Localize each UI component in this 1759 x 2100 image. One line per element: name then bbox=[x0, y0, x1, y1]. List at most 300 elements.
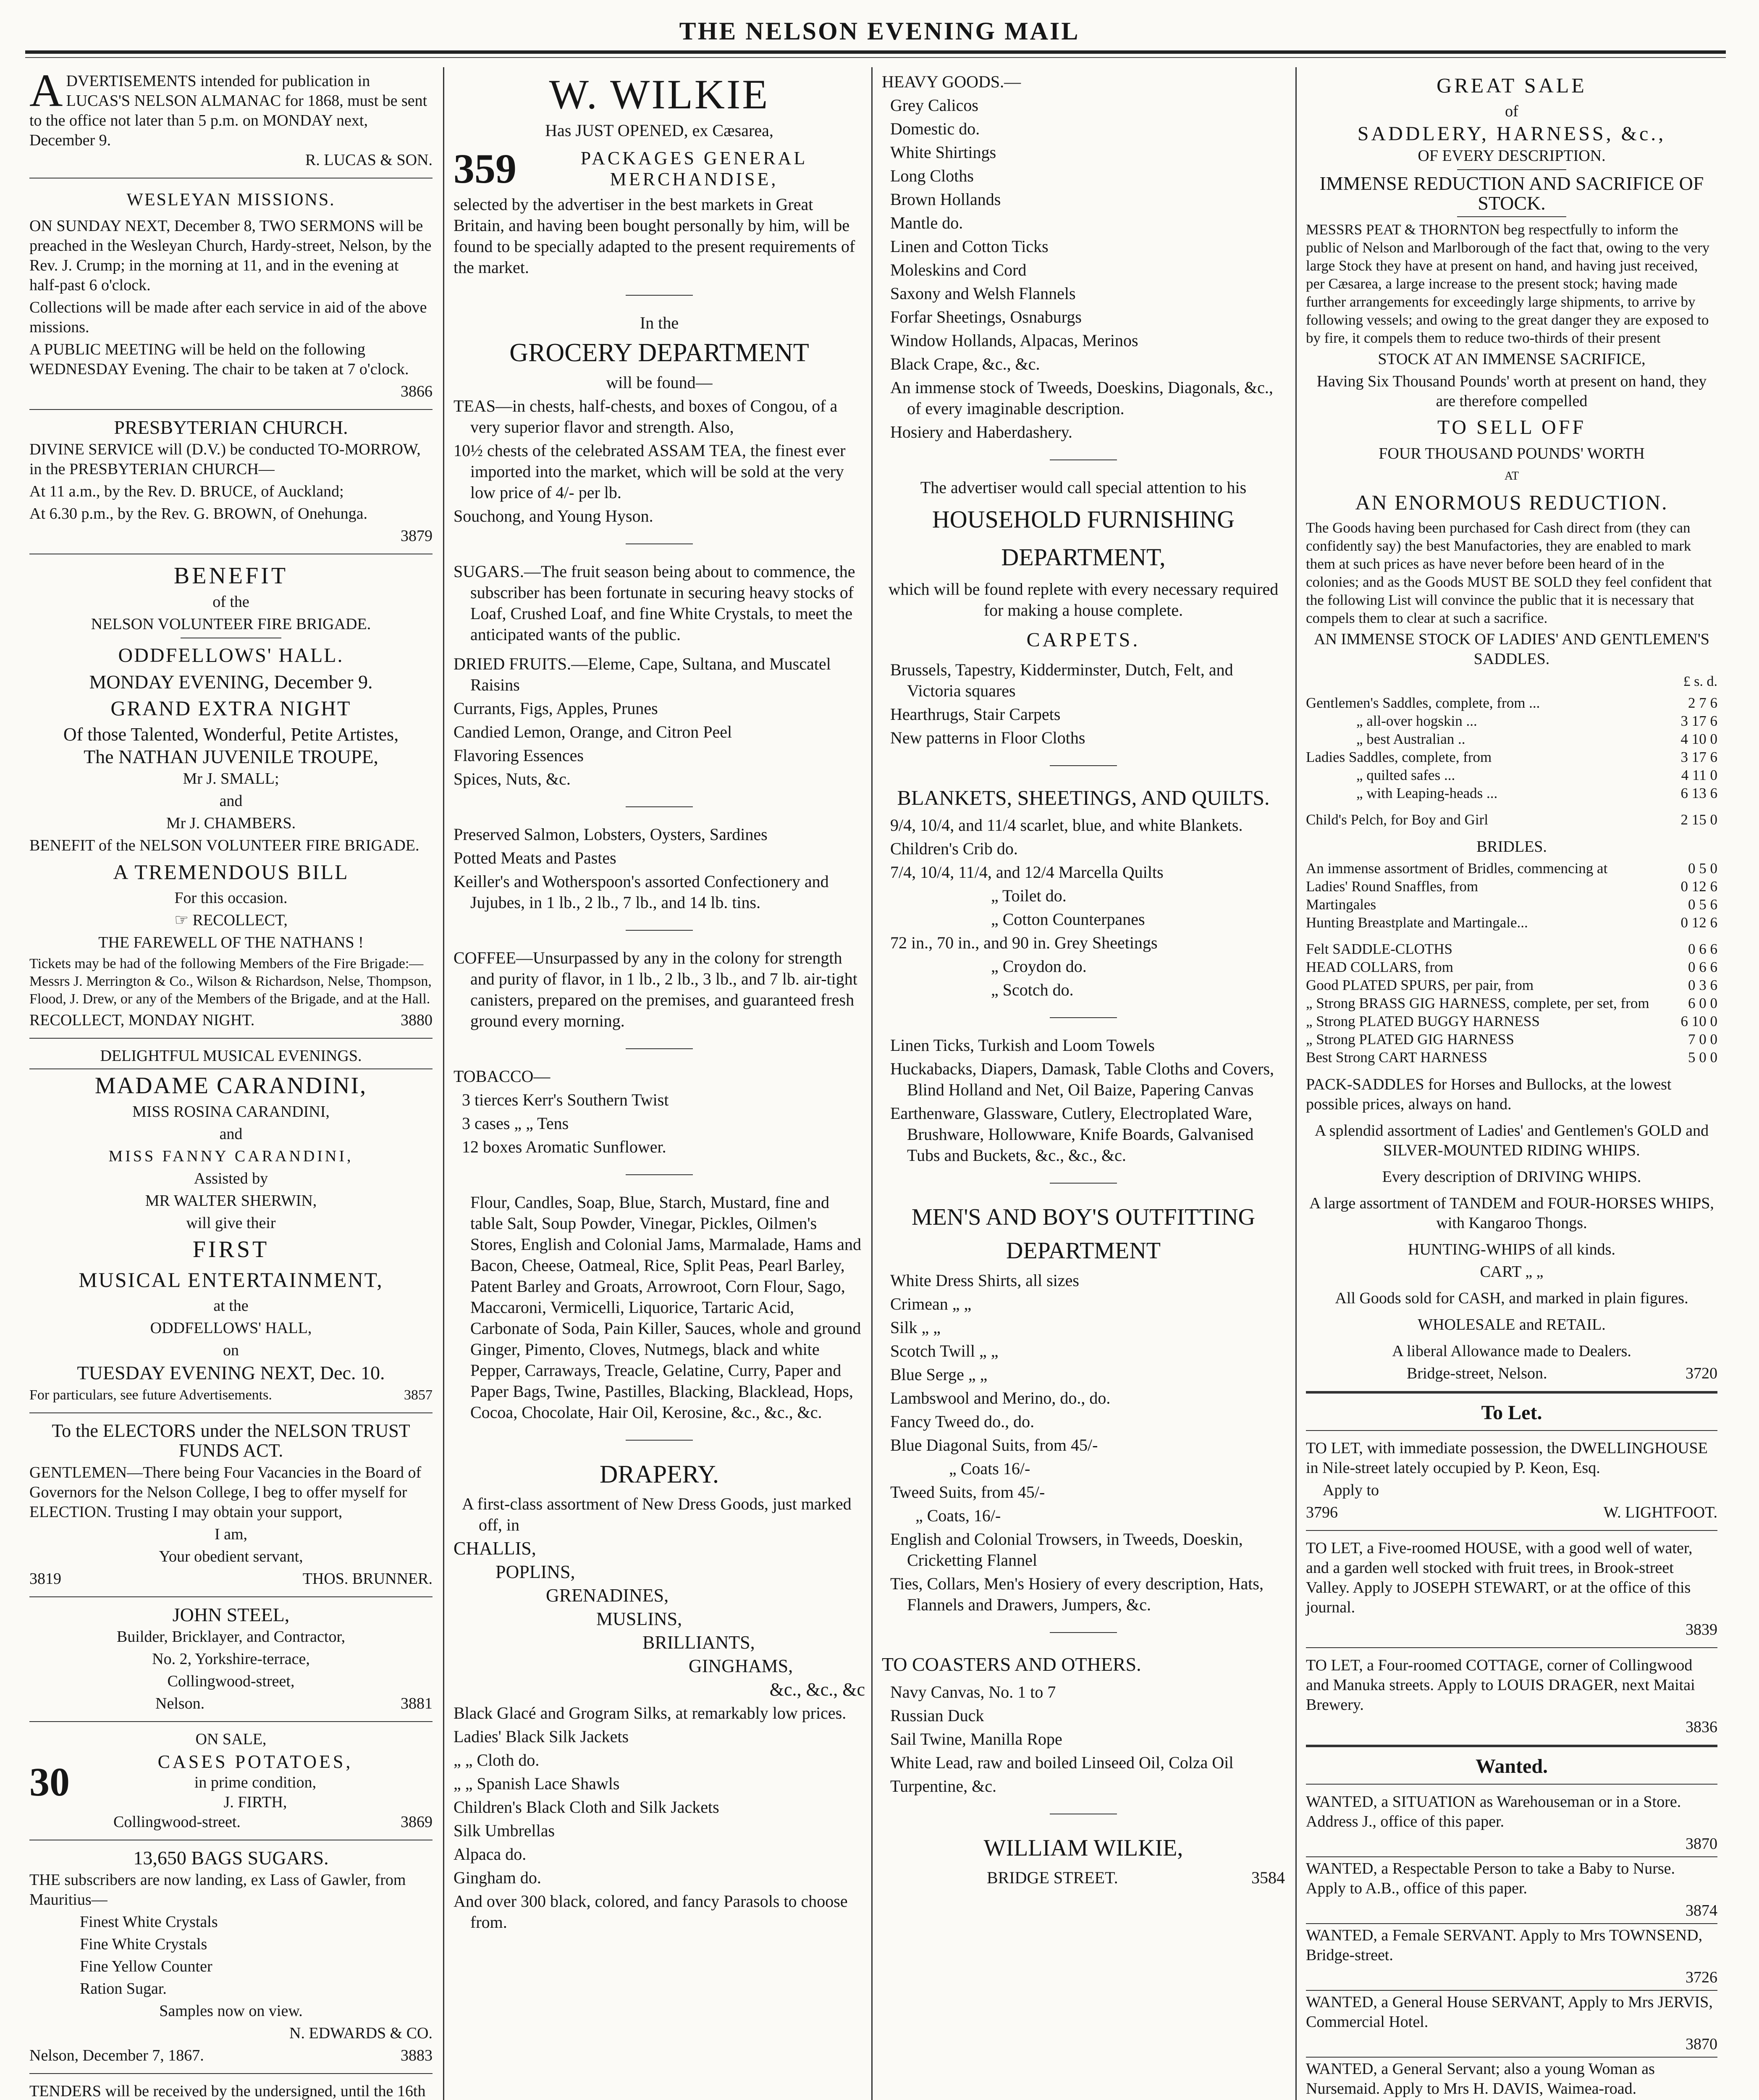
ad-signature: W. LIGHTFOOT. bbox=[1603, 1504, 1717, 1521]
ad-title: 13,650 BAGS SUGARS. bbox=[133, 1847, 329, 1869]
price-row bbox=[1306, 859, 1717, 877]
price-list bbox=[1306, 694, 1717, 829]
price-row bbox=[1306, 914, 1717, 932]
divider bbox=[1306, 1530, 1717, 1531]
ad-item: Ties, Collars, Men's Hosiery of every description, Hats, Flannels and Drawers, Jumpers, &c. bbox=[890, 1574, 1264, 1614]
ad-item: Sail Twine, Manilla Rope bbox=[890, 1730, 1062, 1748]
ad-item: „ Coats, 16/- bbox=[915, 1506, 1001, 1525]
ad-item: „ „ Cloth do. bbox=[454, 1751, 540, 1769]
divider bbox=[626, 1440, 693, 1441]
ad-text: on bbox=[223, 1341, 239, 1359]
ad-body: GENTLEMEN—There being Four Vacancies in the Board of Governors for the Nelson College, I beg to offer myself for ELECTION. Trusting I may obtain your support, bbox=[29, 1464, 422, 1521]
ad-text: of bbox=[1505, 102, 1518, 120]
ad-text: Every description of DRIVING WHIPS. bbox=[1382, 1168, 1641, 1186]
ad-body: ON SUNDAY NEXT, December 8, TWO SERMONS will be preached in the Wesleyan Church, Hardy-street, Nelson, by the Rev. J. Crump; in the morning at 11, and in the evening at half-past 6 o'clock. bbox=[29, 217, 432, 294]
ad-item: Fine White Crystals bbox=[80, 1935, 207, 1953]
ad-item: Flour, Candles, Soap, Blue, Starch, Mustard, fine and table Salt, Soup Powder, Vinegar, Pickles, Oilmen's Stores, English and Colonial Jams, Marmalade, Hams and Bacon, Cheese, Oatmeal, Rice, Split Peas, Pearl Barley, Patent Barley and Groats, Arrowroot, Corn Flour, Sago, Maccaroni, Vermicelli, Liquorice, Tartaric Acid, Carbonate of Soda, Pain Killer, Sauces, whole and ground Ginger, Pimento, Cloves, Nutmegs, black and white Pepper, Carraways, Treacle, Gelatine, Curry, Paper and Paper Bags, Twine, Pastilles, Blacking, Blacklead, Hops, Cocoa, Chocolate, Hair Oil, Kerosine, &c., &c., &c. bbox=[470, 1193, 861, 1422]
ad-body: DVERTISEMENTS intended for publication in LUCAS'S NELSON ALMANAC for 1868, must be sent to the office not later than 5 p.m. on MONDAY next, December 9. bbox=[29, 72, 427, 149]
ad-number: 3836 bbox=[1686, 1718, 1717, 1736]
ad-text: STOCK AT AN IMMENSE SACRIFICE, bbox=[1378, 350, 1646, 368]
price-value: 6 10 0 bbox=[1680, 1013, 1717, 1029]
potatoes-ad bbox=[29, 1730, 433, 1832]
ad-item: Blue Serge „ „ bbox=[890, 1365, 988, 1384]
ad-item: Navy Canvas, No. 1 to 7 bbox=[890, 1683, 1056, 1701]
price-value: 0 6 6 bbox=[1688, 941, 1717, 957]
ad-text: MUSICAL ENTERTAINMENT, bbox=[79, 1268, 383, 1292]
price-value: 2 15 0 bbox=[1680, 811, 1717, 828]
fabric-item: GRENADINES, bbox=[546, 1585, 669, 1606]
ad-text: I am, bbox=[214, 1525, 248, 1543]
divider bbox=[1306, 2057, 1717, 2058]
ad-title: W. WILKIE bbox=[549, 71, 770, 118]
ad-number: 3870 bbox=[1686, 2035, 1717, 2053]
price-item: Good PLATED SPURS, per pair, from bbox=[1306, 977, 1534, 993]
divider bbox=[29, 2073, 433, 2074]
ad-signature: THOS. BRUNNER. bbox=[302, 1570, 433, 1588]
divider bbox=[29, 1596, 433, 1597]
section-heading: TO COASTERS AND OTHERS. bbox=[882, 1654, 1141, 1675]
ad-item: DRIED FRUITS.—Eleme, Cape, Sultana, and Muscatel Raisins bbox=[454, 654, 831, 694]
divider bbox=[29, 409, 433, 410]
ad-text: BRIDLES. bbox=[1476, 838, 1547, 856]
ad-text: TO SELL OFF bbox=[1437, 416, 1586, 438]
price-value: 6 0 0 bbox=[1688, 995, 1717, 1011]
ad-footer bbox=[29, 1385, 433, 1405]
ad-item: Mantle do. bbox=[890, 213, 963, 232]
ad-item: COFFEE—Unsurpassed by any in the colony for strength and purity of flavor, in 1 lb., 2 lb., 3 lb., and 7 lb. air-tight canisters, prepared on the premises, and guaranteed fresh ground every morning. bbox=[454, 948, 857, 1030]
divider bbox=[1306, 1784, 1717, 1785]
ad-item: 9/4, 10/4, and 11/4 scarlet, blue, and white Blankets. bbox=[890, 816, 1243, 835]
section-heading: HEAVY GOODS.— bbox=[882, 72, 1021, 91]
ad-text: AN IMMENSE STOCK OF LADIES' AND GENTLEMEN'S SADDLES. bbox=[1314, 630, 1709, 668]
ad-text: RECOLLECT, MONDAY NIGHT. bbox=[29, 1011, 255, 1029]
ad-text: WHOLESALE and RETAIL. bbox=[1418, 1316, 1606, 1334]
ad-footer bbox=[29, 1812, 433, 1832]
price-value: 3 17 6 bbox=[1680, 713, 1717, 729]
ad-text: MISS ROSINA CARANDINI, bbox=[132, 1103, 330, 1121]
ad-text: A splendid assortment of Ladies' and Gentlemen's GOLD and SILVER-MOUNTED RIDING WHIPS. bbox=[1314, 1122, 1709, 1159]
ad-text: Mr J. CHAMBERS. bbox=[166, 814, 296, 832]
ad-body: WANTED, a General House SERVANT, Apply to Mrs JERVIS, Commercial Hotel. bbox=[1306, 1993, 1713, 2031]
ad-item: Earthenware, Glassware, Cutlery, Electroplated Ware, Brushware, Hollowware, Knife Boards, Galvanised Tubs and Buckets, &c., &c., &c. bbox=[890, 1104, 1254, 1165]
wanted-ad bbox=[1306, 1792, 1717, 1854]
ad-text: Has JUST OPENED, ex Cæsarea, bbox=[545, 121, 773, 140]
ad-number: 3866 bbox=[401, 383, 433, 400]
ad-body: WANTED, a General Servant; also a young Woman as Nursemaid. Apply to Mrs H. DAVIS, Waimea-road. bbox=[1306, 2060, 1655, 2097]
ad-item: English and Colonial Trowsers, in Tweeds, Doeskin, Cricketting Flannel bbox=[890, 1530, 1243, 1570]
price-value: 0 6 6 bbox=[1688, 959, 1717, 975]
price-row bbox=[1306, 784, 1717, 802]
ad-number: 3857 bbox=[404, 1387, 433, 1403]
fabric-item: MUSLINS, bbox=[596, 1609, 682, 1629]
tenders-ad bbox=[29, 2082, 433, 2100]
ad-number: 3819 bbox=[29, 1570, 61, 1588]
ad-text: A TREMENDOUS BILL bbox=[113, 860, 349, 884]
price-list bbox=[1306, 859, 1717, 1066]
ad-text: which will be found replete with every necessary required for making a house complete. bbox=[888, 580, 1279, 620]
ad-item: Huckabacks, Diapers, Damask, Table Cloths and Covers, Blind Holland and Net, Oil Baize, Papering Canvas bbox=[890, 1059, 1274, 1099]
ad-text: will be found— bbox=[606, 373, 713, 392]
ad-text: AN ENORMOUS REDUCTION. bbox=[1355, 491, 1668, 514]
ad-item: 72 in., 70 in., and 90 in. Grey Sheetings bbox=[890, 933, 1158, 952]
ad-text bbox=[78, 1752, 433, 1812]
price-row bbox=[1306, 877, 1717, 895]
ad-text: Collections will be made after each service in aid of the above missions. bbox=[29, 299, 427, 336]
ad-text: FOUR THOUSAND POUNDS' WORTH bbox=[1379, 445, 1645, 462]
ad-text: SADDLERY, HARNESS, &c., bbox=[1357, 123, 1666, 145]
divider bbox=[1457, 216, 1566, 217]
ad-text: £ s. d. bbox=[1683, 674, 1717, 689]
ad-text: HUNTING-WHIPS of all kinds. bbox=[1408, 1241, 1615, 1258]
price-row bbox=[1306, 1048, 1717, 1066]
ad-text: THE FAREWELL OF THE NATHANS ! bbox=[98, 934, 364, 951]
ad-text: A liberal Allowance made to Dealers. bbox=[1392, 1342, 1631, 1360]
price-item: Best Strong CART HARNESS bbox=[1306, 1049, 1487, 1066]
ad-item: Flavoring Essences bbox=[454, 746, 584, 765]
ad-item: New patterns in Floor Cloths bbox=[890, 728, 1085, 747]
to-let-ad bbox=[1306, 1538, 1717, 1640]
price-item: Hunting Breastplate and Martingale... bbox=[1306, 914, 1528, 931]
ad-footer bbox=[29, 2046, 433, 2066]
ad-item: Tweed Suits, from 45/- bbox=[890, 1483, 1045, 1502]
ad-item: Currants, Figs, Apples, Prunes bbox=[454, 699, 658, 718]
ad-text: Having Six Thousand Pounds' worth at present on hand, they are therefore compelled bbox=[1316, 373, 1707, 410]
ad-text: At 6.30 p.m., by the Rev. G. BROWN, of Onehunga. bbox=[29, 505, 367, 522]
saddlery-ad bbox=[1306, 71, 1717, 1383]
ad-body: WANTED, a SITUATION as Warehouseman or in a Store. Address J., office of this paper. bbox=[1306, 1793, 1681, 1830]
divider bbox=[1306, 1391, 1717, 1394]
fabric-item: CHALLIS, bbox=[454, 1538, 536, 1559]
ad-number: 3839 bbox=[1686, 1621, 1717, 1638]
ad-item: Lambswool and Merino, do., do. bbox=[890, 1389, 1111, 1407]
price-item: „ quilted safes ... bbox=[1356, 767, 1455, 783]
ad-title: DELIGHTFUL MUSICAL EVENINGS. bbox=[100, 1047, 362, 1065]
ad-body: TENDERS will be received by the undersigned, until the 16th bbox=[29, 2082, 426, 2100]
divider bbox=[626, 1048, 693, 1049]
divider bbox=[1306, 1856, 1717, 1857]
ad-title: To the ELECTORS under the NELSON TRUST FUNDS ACT. bbox=[52, 1420, 410, 1461]
ad-item: And over 300 black, colored, and fancy Parasols to choose from. bbox=[454, 1892, 848, 1932]
to-let-ad bbox=[1306, 1438, 1717, 1522]
price-item: „ with Leaping-heads ... bbox=[1356, 785, 1498, 801]
musical-ad bbox=[29, 1046, 433, 1405]
ad-text: BENEFIT of the NELSON VOLUNTEER FIRE BRIGADE. bbox=[29, 837, 419, 854]
ad-item: Linen and Cotton Ticks bbox=[890, 237, 1049, 256]
ad-number: 3880 bbox=[401, 1011, 433, 1029]
price-row bbox=[1306, 694, 1717, 712]
ad-number: 3726 bbox=[1686, 1969, 1717, 1986]
ad-text: Collingwood-street, bbox=[167, 1672, 295, 1690]
fabric-item: POPLINS, bbox=[495, 1562, 575, 1582]
ad-text: NELSON VOLUNTEER FIRE BRIGADE. bbox=[91, 615, 371, 633]
divider bbox=[1306, 1923, 1717, 1924]
ad-item: 7/4, 10/4, 11/4, and 12/4 Marcella Quilts bbox=[890, 863, 1164, 882]
ad-item: 3 cases „ „ Tens bbox=[462, 1114, 569, 1133]
wilkie-ad-continued bbox=[882, 71, 1285, 1888]
price-row bbox=[1306, 712, 1717, 730]
divider bbox=[626, 295, 693, 296]
price-value: 0 3 6 bbox=[1688, 977, 1717, 993]
ad-text: MONDAY EVENING, December 9. bbox=[89, 671, 373, 693]
price-value: 2 7 6 bbox=[1688, 695, 1717, 711]
wanted-ad bbox=[1306, 2059, 1717, 2100]
ad-item: Silk Umbrellas bbox=[454, 1821, 555, 1840]
ad-text: and bbox=[219, 792, 243, 810]
ad-row bbox=[29, 1752, 433, 1812]
price-item: Gentlemen's Saddles, complete, from ... bbox=[1306, 695, 1540, 711]
divider bbox=[1050, 1183, 1117, 1184]
ad-body: MESSRS PEAT & THORNTON beg respectfully to inform the public of Nelson and Marlborough of the fact that, owing to the very large Stock they have at present on hand, and having just received, per Cæsarea, a large increase to the present stock; having made further arrangements for exceedingly large shipments, to arrive by following vessels; and owing to the great danger they are exposed to by fire, it compels them to reduce two-thirds of their present bbox=[1306, 221, 1710, 346]
ad-number: 3881 bbox=[401, 1695, 433, 1712]
price-item: An immense assortment of Bridles, commencing at bbox=[1306, 860, 1608, 877]
ad-footer bbox=[1306, 1364, 1717, 1383]
ad-item: TEAS—in chests, half-chests, and boxes of Congou, of a very superior flavor and strength. Also, bbox=[454, 396, 838, 436]
divider bbox=[29, 1068, 433, 1069]
ad-number: 3720 bbox=[1686, 1365, 1717, 1382]
ad-item: „ Toilet do. bbox=[991, 886, 1067, 905]
ad-item: Blue Diagonal Suits, from 45/- bbox=[890, 1436, 1098, 1454]
fabric-item: GINGHAMS, bbox=[689, 1656, 793, 1676]
ad-item: Long Cloths bbox=[890, 166, 974, 185]
ad-text: FIRST bbox=[192, 1236, 270, 1263]
ad-number: 3796 bbox=[1306, 1504, 1338, 1521]
ad-text: PACK-SADDLES for Horses and Bullocks, at the lowest possible prices, always on hand. bbox=[1306, 1076, 1672, 1113]
ad-number: 3869 bbox=[401, 1813, 433, 1831]
ad-text-cases: CASES POTATOES, bbox=[157, 1751, 353, 1772]
ad-item: Turpentine, &c. bbox=[890, 1777, 996, 1796]
price-item: Child's Pelch, for Boy and Girl bbox=[1306, 811, 1489, 828]
benefit-ad bbox=[29, 562, 433, 1030]
divider bbox=[29, 1412, 433, 1413]
ad-item: Gingham do. bbox=[454, 1868, 541, 1887]
ad-text: A large assortment of TANDEM and FOUR-HORSES WHIPS, with Kangaroo Thongs. bbox=[1309, 1194, 1714, 1232]
price-row bbox=[1306, 1012, 1717, 1030]
ad-item: Black Glacé and Grogram Silks, at remarkably low prices. bbox=[454, 1704, 847, 1722]
ad-footer bbox=[29, 1694, 433, 1714]
ad-item: Hearthrugs, Stair Carpets bbox=[890, 705, 1061, 724]
ad-text: A PUBLIC MEETING will be held on the following WEDNESDAY Evening. The chair to be taken at 7 o'clock. bbox=[29, 341, 409, 378]
price-row bbox=[1306, 994, 1717, 1012]
ad-signature: R. LUCAS & SON. bbox=[305, 151, 433, 169]
ad-item: Moleskins and Cord bbox=[890, 260, 1027, 279]
ad-body: WANTED, a Respectable Person to take a Baby to Nurse. Apply to A.B., office of this paper. bbox=[1306, 1860, 1675, 1897]
ad-item: Saxony and Welsh Flannels bbox=[890, 284, 1076, 303]
masthead: THE NELSON EVENING MAIL bbox=[679, 17, 1080, 45]
ad-item: Russian Duck bbox=[890, 1706, 984, 1725]
section-heading-to-let: To Let. bbox=[1481, 1402, 1542, 1424]
wesleyan-ad bbox=[29, 186, 433, 402]
ad-footer bbox=[882, 1867, 1285, 1888]
ad-item: Spices, Nuts, &c. bbox=[454, 769, 571, 788]
ad-quantity: 359 bbox=[454, 145, 516, 192]
ad-item: TOBACCO— bbox=[454, 1067, 551, 1086]
price-item: Martingales bbox=[1306, 896, 1376, 913]
divider bbox=[29, 1721, 433, 1722]
ad-text: At 11 a.m., by the Rev. D. BRUCE, of Auckland; bbox=[29, 483, 344, 500]
ad-text: TUESDAY EVENING NEXT, Dec. 10. bbox=[77, 1362, 385, 1383]
price-row bbox=[1306, 940, 1717, 958]
column-divider bbox=[871, 67, 873, 2100]
price-value: 0 5 0 bbox=[1688, 860, 1717, 877]
section-heading: CARPETS. bbox=[1026, 629, 1140, 651]
price-item: HEAD COLLARS, from bbox=[1306, 959, 1453, 975]
wanted-ad bbox=[1306, 1926, 1717, 1987]
ad-title: PRESBYTERIAN CHURCH. bbox=[114, 417, 348, 438]
ad-body: DIVINE SERVICE will (D.V.) be conducted TO-MORROW, in the PRESBYTERIAN CHURCH— bbox=[29, 441, 421, 478]
fabric-item: &c., &c., &c bbox=[769, 1679, 865, 1700]
ad-item: Finest White Crystals bbox=[80, 1913, 218, 1931]
ad-item: „ Croydon do. bbox=[991, 957, 1087, 976]
ad-body: TO LET, with immediate possession, the DWELLINGHOUSE in Nile-street lately occupied by P. Keon, Esq. bbox=[1306, 1439, 1708, 1477]
section-heading: HOUSEHOLD FURNISHING DEPARTMENT, bbox=[932, 506, 1235, 571]
electors-ad bbox=[29, 1421, 433, 1589]
sugars-ad bbox=[29, 1848, 433, 2066]
ad-item: „ Scotch do. bbox=[991, 980, 1074, 999]
divider bbox=[29, 1038, 433, 1039]
ad-number: 3874 bbox=[1686, 1902, 1717, 1919]
price-value: 3 17 6 bbox=[1680, 749, 1717, 765]
ad-text: No. 2, Yorkshire-terrace, bbox=[152, 1650, 310, 1668]
price-value: 0 12 6 bbox=[1680, 914, 1717, 931]
price-item: „ Strong PLATED GIG HARNESS bbox=[1306, 1031, 1514, 1047]
ad-item: Silk „ „ bbox=[890, 1318, 941, 1337]
ad-text: CART „ „ bbox=[1480, 1263, 1544, 1281]
ad-text: MR WALTER SHERWIN, bbox=[145, 1192, 317, 1210]
ad-item: Children's Crib do. bbox=[890, 839, 1018, 858]
ad-text-recollect: RECOLLECT, bbox=[192, 911, 288, 929]
ad-text: Mr J. SMALL; bbox=[183, 770, 279, 788]
section-heading-wanted: Wanted. bbox=[1475, 1755, 1548, 1777]
divider bbox=[1306, 1430, 1717, 1431]
divider bbox=[1306, 1647, 1717, 1648]
price-row bbox=[1306, 730, 1717, 748]
ad-body: TO LET, a Five-roomed HOUSE, with a good well of water, and a garden well stocked with fruit trees, in Brook-street Valley. Apply to JOSEPH STEWART, or at the office of this journal. bbox=[1306, 1539, 1693, 1616]
ad-item: Children's Black Cloth and Silk Jackets bbox=[454, 1798, 719, 1816]
ad-item: An immense stock of Tweeds, Doeskins, Diagonals, &c., of every imaginable description. bbox=[890, 378, 1273, 418]
ad-text: MISS FANNY CARANDINI, bbox=[108, 1147, 354, 1165]
section-heading: GROCERY DEPARTMENT bbox=[509, 339, 809, 367]
price-row bbox=[1306, 895, 1717, 914]
ad-item: 10½ chests of the celebrated ASSAM TEA, the finest ever imported into the market, which will be sold at the very low price of 4/- per lb. bbox=[454, 441, 846, 502]
ad-item: Scotch Twill „ „ bbox=[890, 1341, 999, 1360]
ad-item: 3 tierces Kerr's Southern Twist bbox=[462, 1090, 669, 1109]
ad-text: Nelson, December 7, 1867. bbox=[29, 2047, 204, 2064]
price-item: „ all-over hogskin ... bbox=[1356, 713, 1477, 729]
price-value: 4 11 0 bbox=[1681, 767, 1717, 783]
ad-item: White Dress Shirts, all sizes bbox=[890, 1271, 1079, 1290]
ad-item: White Shirtings bbox=[890, 143, 996, 162]
ad-item: Preserved Salmon, Lobsters, Oysters, Sardines bbox=[454, 825, 768, 844]
divider bbox=[1457, 169, 1566, 170]
ad-text: ODDFELLOWS' HALL, bbox=[150, 1319, 312, 1337]
to-let-ad bbox=[1306, 1656, 1717, 1737]
ad-text: For this occasion. bbox=[174, 889, 288, 907]
ad-number: 3879 bbox=[401, 527, 433, 545]
ad-text: at the bbox=[213, 1297, 249, 1315]
price-row bbox=[1306, 1030, 1717, 1048]
price-value: 7 0 0 bbox=[1688, 1031, 1717, 1047]
ad-text: will give their bbox=[186, 1214, 276, 1232]
ad-item: „ Coats 16/- bbox=[949, 1459, 1030, 1478]
ad-signature: N. EDWARDS & CO. bbox=[289, 2024, 433, 2042]
ad-text: Apply to bbox=[1323, 1481, 1379, 1499]
divider bbox=[1050, 459, 1117, 460]
ad-title: WESLEYAN MISSIONS. bbox=[126, 190, 336, 210]
ad-item: Window Hollands, Alpacas, Merinos bbox=[890, 331, 1138, 350]
presbyterian-ad bbox=[29, 417, 433, 546]
ad-text: Nelson. bbox=[155, 1695, 205, 1712]
ad-footer bbox=[29, 1011, 433, 1030]
ad-text: Assisted by bbox=[194, 1170, 268, 1187]
almanac-ad bbox=[29, 65, 433, 170]
ad-number: 3870 bbox=[1686, 1835, 1717, 1853]
ad-item: Black Crape, &c., &c. bbox=[890, 354, 1040, 373]
ad-item: Fine Yellow Counter bbox=[80, 1958, 212, 1975]
price-item: Felt SADDLE-CLOTHS bbox=[1306, 941, 1453, 957]
ad-body: THE subscribers are now landing, ex Lass of Gawler, from Mauritius— bbox=[29, 1871, 406, 1908]
ad-title: ON SALE, bbox=[195, 1730, 267, 1748]
ad-text bbox=[29, 911, 433, 930]
price-value: 0 12 6 bbox=[1680, 878, 1717, 895]
ad-signature: WILLIAM WILKIE, bbox=[983, 1835, 1183, 1861]
ad-item: Linen Ticks, Turkish and Loom Towels bbox=[890, 1036, 1155, 1055]
divider bbox=[626, 543, 693, 544]
divider bbox=[1050, 1632, 1117, 1633]
ad-title: GREAT SALE bbox=[1437, 74, 1587, 97]
ad-item: Brown Hollands bbox=[890, 190, 1001, 209]
fabric-item: BRILLIANTS, bbox=[642, 1632, 755, 1653]
ad-item: Crimean „ „ bbox=[890, 1294, 972, 1313]
masthead-rule-thin bbox=[25, 57, 1726, 58]
divider bbox=[1050, 1017, 1117, 1018]
price-item: „ best Australian .. bbox=[1356, 731, 1465, 747]
ad-item: Ration Sugar. bbox=[80, 1980, 167, 1998]
ad-row bbox=[454, 144, 865, 194]
price-row bbox=[1306, 766, 1717, 784]
drop-cap: A bbox=[29, 65, 63, 116]
ad-body: TO LET, a Four-roomed COTTAGE, corner of Collingwood and Manuka streets. Apply to LOUIS DRAGER, next Maitai Brewery. bbox=[1306, 1656, 1695, 1714]
divider bbox=[1306, 1745, 1717, 1747]
divider bbox=[626, 930, 693, 931]
ad-item: Fancy Tweed do., do. bbox=[890, 1412, 1035, 1431]
ad-text: GRAND EXTRA NIGHT bbox=[110, 696, 351, 720]
ad-text: Of those Talented, Wonderful, Petite Artistes, bbox=[63, 724, 399, 745]
ad-item: Ladies' Black Silk Jackets bbox=[454, 1727, 629, 1746]
price-item: Ladies Saddles, complete, from bbox=[1306, 749, 1492, 765]
ad-number: 3883 bbox=[401, 2047, 433, 2064]
ad-text-prime: in prime condition, bbox=[194, 1774, 317, 1791]
ad-title: BENEFIT bbox=[173, 563, 288, 589]
section-heading: BLANKETS, SHEETINGS, AND QUILTS. bbox=[897, 786, 1270, 809]
ad-text: and bbox=[219, 1125, 243, 1143]
ad-text: Collingwood-street. bbox=[113, 1813, 241, 1831]
column-1 bbox=[29, 65, 433, 2100]
wilkie-ad bbox=[454, 71, 865, 1933]
price-row bbox=[1306, 958, 1717, 976]
ad-item: Candied Lemon, Orange, and Citron Peel bbox=[454, 722, 732, 741]
ad-item: Souchong, and Young Hyson. bbox=[454, 507, 653, 525]
ad-item: Hosiery and Haberdashery. bbox=[890, 423, 1072, 441]
price-value: 5 0 0 bbox=[1688, 1049, 1717, 1066]
ad-text: Tickets may be had of the following Members of the Fire Brigade:—Messrs J. Merrington & Co., Wilson & Richardson, Nelse, Thompson, Flood, J. Drew, or any of the Members of the Brigade, and at the Hall. bbox=[29, 956, 432, 1007]
column-divider bbox=[1295, 67, 1297, 2100]
ad-text: In the bbox=[640, 313, 679, 332]
price-value: 4 10 0 bbox=[1680, 731, 1717, 747]
ad-text: Builder, Bricklayer, and Contractor, bbox=[116, 1628, 346, 1646]
ad-number: 3584 bbox=[1251, 1868, 1285, 1887]
divider bbox=[626, 806, 693, 807]
ad-text: Your obedient servant, bbox=[159, 1548, 303, 1565]
